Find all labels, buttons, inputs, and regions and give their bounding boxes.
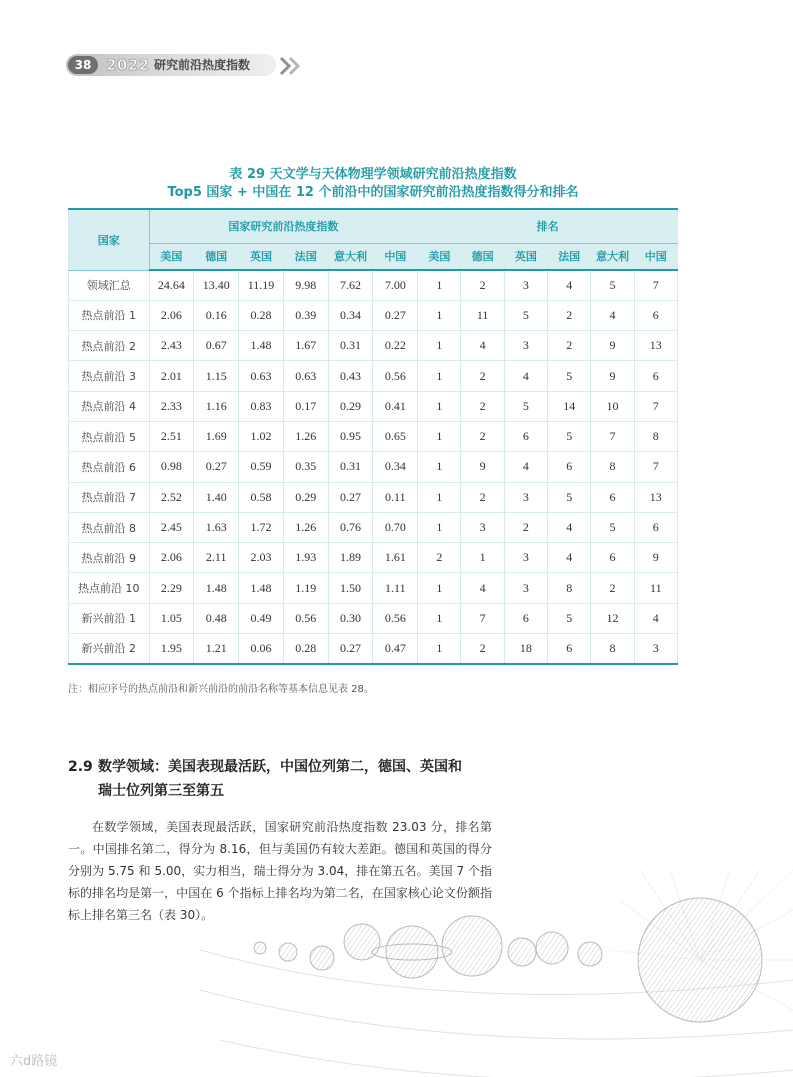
score-cell: 0.56 (283, 603, 328, 633)
rank-cell: 1 (418, 361, 461, 391)
score-cell: 0.41 (373, 391, 418, 421)
score-cell: 0.06 (239, 634, 284, 664)
rank-cell: 2 (461, 634, 504, 664)
rank-country-header: 意大利 (591, 243, 634, 270)
rank-cell: 1 (418, 512, 461, 542)
score-cell: 1.40 (194, 482, 239, 512)
table-row (69, 421, 678, 451)
rank-country-header: 德国 (461, 243, 504, 270)
watermark: 六d路镜 (10, 1054, 58, 1069)
rank-cell: 1 (418, 270, 461, 300)
row-label: 新兴前沿 2 (69, 634, 150, 664)
rank-cell: 13 (634, 482, 677, 512)
row-label: 热点前沿 10 (69, 573, 150, 603)
score-cell: 0.56 (373, 361, 418, 391)
score-cell: 0.28 (283, 634, 328, 664)
rank-cell: 2 (548, 331, 591, 361)
rank-cell: 9 (591, 331, 634, 361)
score-cell: 1.63 (194, 512, 239, 542)
score-cell: 0.56 (373, 603, 418, 633)
score-cell: 0.31 (328, 452, 373, 482)
score-cell: 2.03 (239, 543, 284, 573)
score-cell: 1.48 (239, 331, 284, 361)
rank-cell: 8 (634, 421, 677, 451)
score-country-header: 英国 (239, 243, 284, 270)
rank-country-header: 中国 (634, 243, 677, 270)
score-cell: 0.34 (373, 452, 418, 482)
row-label: 热点前沿 8 (69, 512, 150, 542)
rank-group-header: 排名 (418, 209, 678, 243)
rank-cell: 3 (461, 512, 504, 542)
row-label: 热点前沿 2 (69, 331, 150, 361)
rank-cell: 1 (418, 300, 461, 330)
table-row (69, 361, 678, 391)
score-cell: 1.48 (239, 573, 284, 603)
score-cell: 0.95 (328, 421, 373, 451)
score-cell: 0.34 (328, 300, 373, 330)
rank-cell: 14 (548, 391, 591, 421)
rank-cell: 1 (418, 452, 461, 482)
score-cell: 1.21 (194, 634, 239, 664)
row-label: 热点前沿 5 (69, 421, 150, 451)
table-subtitle: Top5 国家 + 中国在 12 个前沿中的国家研究前沿热度指数得分和排名 (167, 185, 579, 200)
table-row (69, 300, 678, 330)
rank-cell: 2 (504, 512, 547, 542)
score-cell: 1.26 (283, 512, 328, 542)
score-cell: 1.15 (194, 361, 239, 391)
row-label: 热点前沿 1 (69, 300, 150, 330)
rank-cell: 2 (418, 543, 461, 573)
rank-country-header: 英国 (504, 243, 547, 270)
rank-cell: 2 (461, 391, 504, 421)
score-cell: 0.76 (328, 512, 373, 542)
rank-cell: 9 (591, 361, 634, 391)
score-cell: 1.93 (283, 543, 328, 573)
rank-cell: 5 (591, 270, 634, 300)
score-cell: 1.05 (149, 603, 194, 633)
score-cell: 7.62 (328, 270, 373, 300)
score-cell: 1.26 (283, 421, 328, 451)
rank-cell: 5 (504, 391, 547, 421)
score-country-header: 美国 (149, 243, 194, 270)
rank-cell: 5 (548, 361, 591, 391)
rank-cell: 3 (504, 543, 547, 573)
rank-cell: 1 (418, 603, 461, 633)
rank-cell: 5 (504, 300, 547, 330)
score-cell: 0.98 (149, 452, 194, 482)
rank-cell: 8 (591, 634, 634, 664)
rank-cell: 4 (461, 331, 504, 361)
rank-cell: 6 (504, 421, 547, 451)
rank-cell: 6 (591, 543, 634, 573)
rank-cell: 7 (634, 270, 677, 300)
section-title-line1: 数学领域：美国表现最活跃，中国位列第二，德国、英国和 (98, 759, 462, 775)
score-cell: 0.27 (373, 300, 418, 330)
rank-cell: 2 (461, 361, 504, 391)
rank-cell: 5 (548, 421, 591, 451)
header-title: 研究前沿热度指数 (154, 58, 251, 72)
rank-cell: 6 (548, 452, 591, 482)
score-cell: 1.61 (373, 543, 418, 573)
score-cell: 0.29 (283, 482, 328, 512)
score-cell: 1.16 (194, 391, 239, 421)
score-cell: 0.22 (373, 331, 418, 361)
score-cell: 2.01 (149, 361, 194, 391)
score-cell: 0.35 (283, 452, 328, 482)
rank-cell: 6 (634, 300, 677, 330)
score-cell: 0.83 (239, 391, 284, 421)
rank-cell: 5 (548, 603, 591, 633)
score-cell: 0.27 (194, 452, 239, 482)
solar-system-illustration (200, 870, 793, 1077)
score-cell: 0.65 (373, 421, 418, 451)
rank-cell: 6 (634, 512, 677, 542)
table-row (69, 603, 678, 633)
rank-cell: 9 (461, 452, 504, 482)
score-cell: 2.06 (149, 300, 194, 330)
table-row (69, 512, 678, 542)
score-cell: 0.17 (283, 391, 328, 421)
score-cell: 0.58 (239, 482, 284, 512)
score-cell: 0.47 (373, 634, 418, 664)
rank-cell: 13 (634, 331, 677, 361)
rank-cell: 2 (461, 482, 504, 512)
score-cell: 0.30 (328, 603, 373, 633)
country-header: 国家 (69, 209, 150, 270)
rank-cell: 1 (461, 543, 504, 573)
rank-cell: 3 (504, 331, 547, 361)
score-cell: 0.27 (328, 634, 373, 664)
score-cell: 1.19 (283, 573, 328, 603)
rank-cell: 8 (591, 452, 634, 482)
score-cell: 1.02 (239, 421, 284, 451)
rank-cell: 4 (548, 512, 591, 542)
score-cell: 0.39 (283, 300, 328, 330)
score-cell: 1.89 (328, 543, 373, 573)
rank-cell: 2 (461, 421, 504, 451)
rank-country-header: 法国 (548, 243, 591, 270)
score-cell: 2.43 (149, 331, 194, 361)
rank-cell: 7 (591, 421, 634, 451)
table-row (69, 270, 678, 300)
score-cell: 0.49 (239, 603, 284, 633)
score-cell: 2.06 (149, 543, 194, 573)
score-cell: 1.11 (373, 573, 418, 603)
table-row (69, 391, 678, 421)
rank-cell: 4 (548, 270, 591, 300)
page-number: 38 (68, 56, 98, 74)
table-row (69, 634, 678, 664)
score-cell: 24.64 (149, 270, 194, 300)
row-label: 热点前沿 9 (69, 543, 150, 573)
rank-cell: 3 (504, 270, 547, 300)
score-cell: 2.45 (149, 512, 194, 542)
score-cell: 0.67 (194, 331, 239, 361)
score-cell: 1.95 (149, 634, 194, 664)
rank-cell: 1 (418, 573, 461, 603)
rank-cell: 6 (634, 361, 677, 391)
score-cell: 0.59 (239, 452, 284, 482)
score-cell: 1.50 (328, 573, 373, 603)
score-cell: 1.69 (194, 421, 239, 451)
table-title: 表 29 天文学与天体物理学领域研究前沿热度指数 (229, 167, 517, 182)
rank-cell: 5 (548, 482, 591, 512)
score-cell: 0.28 (239, 300, 284, 330)
score-cell: 2.33 (149, 391, 194, 421)
score-cell: 0.31 (328, 331, 373, 361)
score-cell: 0.16 (194, 300, 239, 330)
score-cell: 9.98 (283, 270, 328, 300)
double-chevron-right-icon (278, 55, 306, 77)
rank-cell: 6 (504, 603, 547, 633)
rank-cell: 3 (634, 634, 677, 664)
score-country-header: 德国 (194, 243, 239, 270)
rank-cell: 4 (504, 361, 547, 391)
rank-cell: 2 (461, 270, 504, 300)
score-country-header: 中国 (373, 243, 418, 270)
score-cell: 0.29 (328, 391, 373, 421)
rank-cell: 1 (418, 634, 461, 664)
row-label: 领域汇总 (69, 270, 150, 300)
rank-cell: 6 (591, 482, 634, 512)
score-cell: 2.11 (194, 543, 239, 573)
rank-cell: 1 (418, 421, 461, 451)
score-country-header: 法国 (283, 243, 328, 270)
score-cell: 1.67 (283, 331, 328, 361)
rank-cell: 4 (634, 603, 677, 633)
rank-cell: 7 (461, 603, 504, 633)
score-cell: 0.63 (239, 361, 284, 391)
section-number: 2.9 (68, 759, 93, 775)
table-row (69, 573, 678, 603)
table-note: 注：相应序号的热点前沿和新兴前沿的前沿名称等基本信息见表 28。 (68, 684, 374, 695)
score-cell: 0.48 (194, 603, 239, 633)
score-cell: 2.51 (149, 421, 194, 451)
score-cell: 2.29 (149, 573, 194, 603)
score-cell: 11.19 (239, 270, 284, 300)
rank-cell: 2 (548, 300, 591, 330)
rank-cell: 7 (634, 452, 677, 482)
table-row (69, 543, 678, 573)
rank-cell: 18 (504, 634, 547, 664)
section-heading (68, 755, 462, 779)
score-cell: 1.48 (194, 573, 239, 603)
rank-cell: 2 (591, 573, 634, 603)
score-cell: 2.52 (149, 482, 194, 512)
header-year: 2022 (106, 56, 150, 74)
rank-cell: 11 (634, 573, 677, 603)
row-label: 热点前沿 6 (69, 452, 150, 482)
rank-cell: 4 (591, 300, 634, 330)
rank-cell: 8 (548, 573, 591, 603)
row-label: 热点前沿 4 (69, 391, 150, 421)
rank-cell: 7 (634, 391, 677, 421)
rank-cell: 9 (634, 543, 677, 573)
rank-cell: 12 (591, 603, 634, 633)
rank-cell: 4 (548, 543, 591, 573)
row-label: 新兴前沿 1 (69, 603, 150, 633)
row-label: 热点前沿 3 (69, 361, 150, 391)
rank-cell: 1 (418, 482, 461, 512)
row-label: 热点前沿 7 (69, 482, 150, 512)
rank-cell: 1 (418, 331, 461, 361)
rank-cell: 1 (418, 391, 461, 421)
score-cell: 7.00 (373, 270, 418, 300)
rank-cell: 10 (591, 391, 634, 421)
rank-cell: 3 (504, 482, 547, 512)
score-cell: 0.63 (283, 361, 328, 391)
score-cell: 13.40 (194, 270, 239, 300)
rank-cell: 5 (591, 512, 634, 542)
score-cell: 0.43 (328, 361, 373, 391)
rank-cell: 4 (461, 573, 504, 603)
rank-cell: 11 (461, 300, 504, 330)
score-cell: 0.11 (373, 482, 418, 512)
score-cell: 1.72 (239, 512, 284, 542)
score-cell: 0.70 (373, 512, 418, 542)
section-title-line2: 瑞士位列第三至第五 (98, 783, 224, 799)
table-row (69, 482, 678, 512)
body-paragraph: 在数学领域，美国表现最活跃，国家研究前沿热度指数 23.03 分，排名第一。中国排名第二，得分为 8.16，但与美国仍有较大差距。德国和英国的得分分别为 5.75 和 5.00，实力相当，瑞士得分为 3.04，排在第五名。美国 7 个指标的排名均是第一，中国在 6 个指标上排名均为第二名，在国家核心论文份额指标上排名第三名（表 30）。 (68, 820, 492, 922)
table-row (69, 331, 678, 361)
table-row (69, 452, 678, 482)
rank-cell: 4 (504, 452, 547, 482)
score-country-header: 意大利 (328, 243, 373, 270)
score-cell: 0.27 (328, 482, 373, 512)
rank-cell: 3 (504, 573, 547, 603)
rank-country-header: 美国 (418, 243, 461, 270)
score-group-header: 国家研究前沿热度指数 (149, 209, 418, 243)
heat-index-table (68, 208, 678, 665)
rank-cell: 6 (548, 634, 591, 664)
